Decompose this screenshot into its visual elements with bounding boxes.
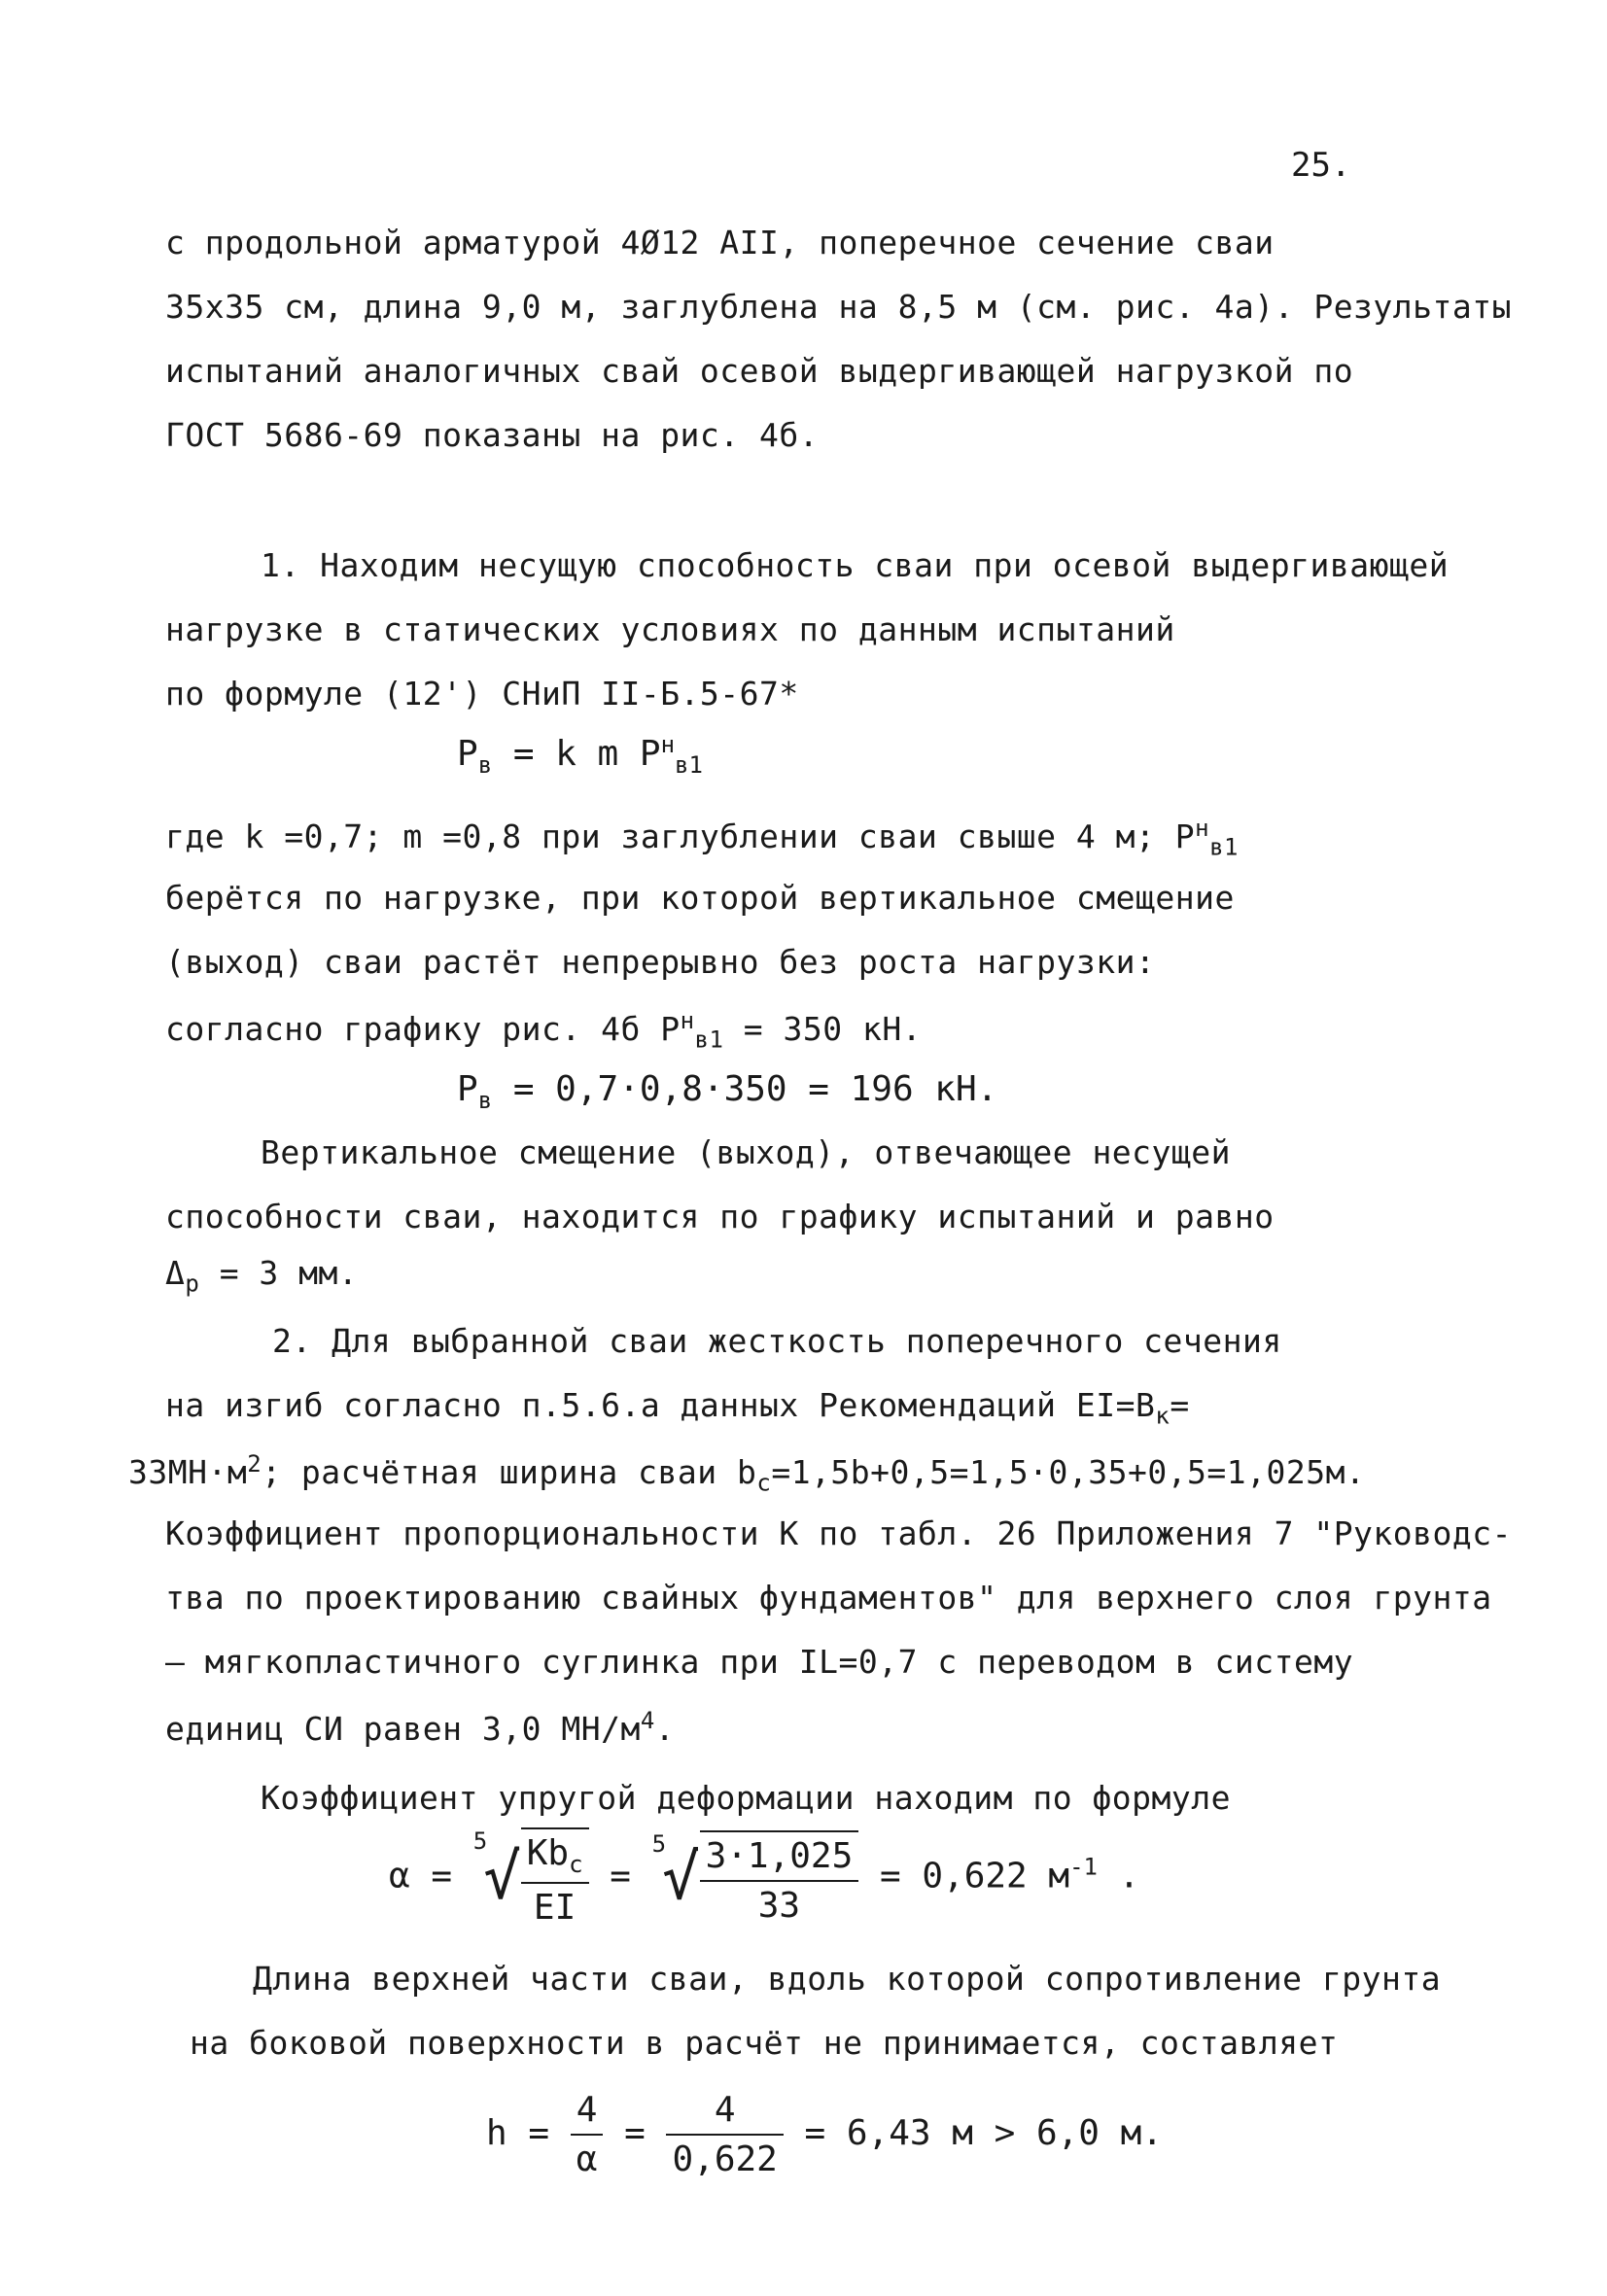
section2-line-2-text: на изгиб согласно п.5.6.а данных Рекомендаций EI=B <box>165 1386 1156 1424</box>
fraction-h-1-num: 4 <box>571 2090 604 2136</box>
where-line-1-text: где k =0,7; m =0,8 при заглублении сваи свыше 4 м; P <box>165 818 1196 855</box>
formula-alpha-root-1 <box>473 1827 589 1928</box>
formula-alpha-lhs: α = <box>389 1856 453 1896</box>
where-line-4-sub: в1 <box>694 1026 724 1054</box>
delta-symbol: Δ <box>165 1254 186 1292</box>
section2-line-7 <box>165 1707 1449 1748</box>
coef-line-1: Коэффициент упругой деформации находим по формуле <box>261 1779 1232 1817</box>
fraction-1-num-text: Kb <box>526 1833 570 1873</box>
where-line-1-sub: в1 <box>1209 833 1239 861</box>
where-line-1 <box>165 815 1449 861</box>
fraction-h-1-den: α <box>576 2139 598 2179</box>
formula-alpha <box>389 1827 1139 1928</box>
section2-line-4: Коэффициент пропорциональности К по табл. 26 Приложения 7 "Руководс- <box>165 1514 1513 1552</box>
fraction-h-1 <box>571 2090 604 2179</box>
delta-value: = 3 мм. <box>199 1254 359 1292</box>
fraction-h-2-num: 4 <box>666 2090 783 2136</box>
section1-line-2: нагрузке в статических условиях по данным испытаний <box>165 610 1175 648</box>
section2-line-6: — мягкопластичного суглинка при IL=0,7 с переводом в систему <box>165 1643 1354 1681</box>
formula-pv-lhs-sub: в <box>477 751 493 780</box>
formula-alpha-end: . <box>1118 1856 1140 1896</box>
section2-line-3-sup: 2 <box>247 1450 262 1478</box>
fraction-1 <box>521 1833 589 1928</box>
where-line-4-value: = 350 кН. <box>723 1010 923 1048</box>
section2-line-3-b: ; расчётная ширина сваи b <box>262 1453 757 1491</box>
fraction-2 <box>700 1836 859 1926</box>
formula-pv-calc <box>457 1069 997 1114</box>
intro-line-3: испытаний аналогичных свай осевой выдергивающей нагрузкой по <box>165 352 1354 390</box>
where-line-3: (выход) сваи растёт непрерывно без роста нагрузки: <box>165 943 1156 981</box>
upper-line-1: Длина верхней части сваи, вдоль которой сопротивление грунта <box>253 1960 1442 1998</box>
section2-line-5: тва по проектированию свайных фундаментов" для верхнего слоя грунта <box>165 1579 1492 1617</box>
where-line-1-sup: н <box>1195 815 1210 842</box>
formula-pv-calc-rhs: = 0,7·0,8·350 = 196 кН. <box>512 1069 998 1109</box>
formula-pv-eq: = <box>512 734 535 774</box>
section2-line-7-b: . <box>654 1710 676 1748</box>
section1-line-1: 1. Находим несущую способность сваи при осевой выдергивающей <box>261 546 1450 584</box>
fraction-1-num <box>521 1833 589 1884</box>
page-number: 25. <box>1291 146 1351 185</box>
intro-line-1: с продольной арматурой 4Ø12 АII, поперечное сечение сваи <box>165 224 1275 261</box>
formula-alpha-result: 0,622 м <box>922 1856 1070 1896</box>
formula-pv-rhs: k m P <box>555 734 661 774</box>
radicand-1 <box>521 1827 589 1928</box>
intro-line-4: ГОСТ 5686-69 показаны на рис. 4б. <box>165 416 820 454</box>
where-line-2: берётся по нагрузке, при которой вертикальное смещение <box>165 879 1235 917</box>
root-index-1: 5 <box>472 1827 488 1855</box>
formula-h-lhs: h = <box>486 2113 550 2153</box>
formula-pv-rhs-sub: в1 <box>675 751 703 780</box>
formula-pv-calc-lhs-sub: в <box>477 1087 493 1115</box>
formula-alpha-root-2 <box>652 1830 859 1926</box>
formula-pv-calc-lhs: P <box>457 1069 478 1109</box>
vertical-line-1: Вертикальное смещение (выход), отвечающее несущей <box>261 1133 1232 1171</box>
formula-pv <box>457 731 703 779</box>
formula-h <box>486 2090 1163 2179</box>
formula-h-eq-2: = <box>624 2113 646 2153</box>
section2-line-3-c: =1,5b+0,5=1,5·0,35+0,5=1,025м. <box>771 1453 1366 1491</box>
section2-line-3-a: 33МН·м <box>128 1453 248 1491</box>
fraction-h-2-den: 0,622 <box>672 2139 778 2179</box>
section2-line-2 <box>165 1386 1449 1430</box>
section2-line-2-sub: к <box>1155 1402 1170 1430</box>
formula-pv-lhs: P <box>457 734 478 774</box>
intro-line-2: 35х35 см, длина 9,0 м, заглублена на 8,5 м (см. рис. 4а). Результаты <box>165 288 1513 326</box>
radicand-2 <box>700 1830 859 1926</box>
upper-line-2: на боковой поверхности в расчёт не принимается, составляет <box>190 2024 1339 2062</box>
radical-symbol-icon: √ <box>483 1841 521 1914</box>
where-line-4 <box>165 1007 1449 1054</box>
section2-line-3-sub: с <box>756 1469 772 1497</box>
fraction-2-num: 3·1,025 <box>700 1836 859 1882</box>
fraction-1-den: EI <box>533 1888 576 1929</box>
formula-alpha-eq-3: = <box>879 1856 901 1896</box>
section2-line-7-sup: 4 <box>640 1707 655 1734</box>
delta-sub: р <box>185 1270 200 1298</box>
where-line-4-text: согласно графику рис. 4б P <box>165 1010 681 1048</box>
where-line-4-sup: н <box>680 1007 695 1034</box>
formula-pv-rhs-sup: н <box>660 731 676 758</box>
section2-line-3 <box>128 1450 1489 1497</box>
fraction-1-num-sub: с <box>569 1851 583 1879</box>
vertical-line-3 <box>165 1254 1449 1298</box>
root-index-2: 5 <box>651 1829 667 1858</box>
formula-alpha-eq-2: = <box>610 1856 631 1896</box>
fraction-2-den: 33 <box>757 1885 801 1926</box>
formula-alpha-result-sup: -1 <box>1069 1853 1098 1881</box>
section2-line-1: 2. Для выбранной сваи жесткость поперечного сечения <box>272 1322 1282 1360</box>
fraction-h-2 <box>666 2090 783 2179</box>
radical-symbol-icon: √ <box>662 1841 700 1914</box>
section2-line-2-end: = <box>1170 1386 1190 1424</box>
section2-line-7-a: единиц СИ равен 3,0 МН/м <box>165 1710 641 1748</box>
section1-line-3: по формуле (12') СНиП II-Б.5-67* <box>165 675 799 713</box>
formula-h-result: = 6,43 м > 6,0 м. <box>804 2113 1163 2153</box>
vertical-line-2: способности сваи, находится по графику испытаний и равно <box>165 1198 1275 1235</box>
